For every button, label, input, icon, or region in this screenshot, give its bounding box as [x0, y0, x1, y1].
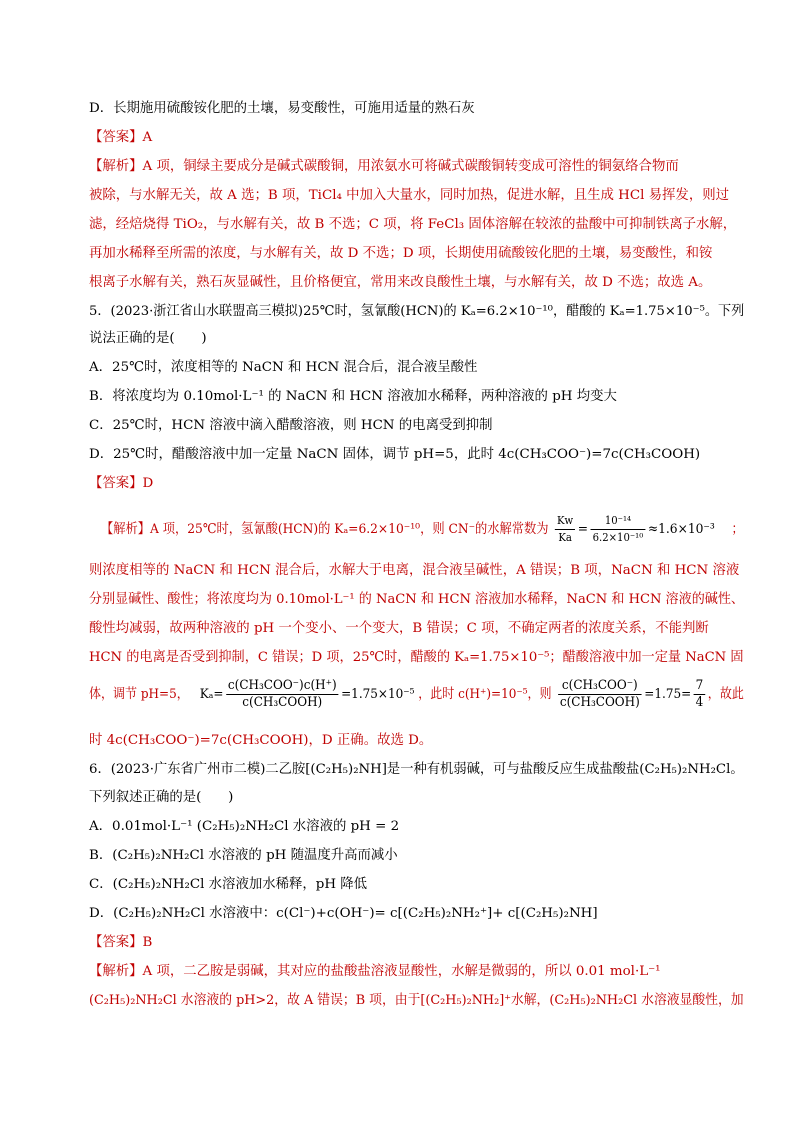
q6-option-a: A．0.01mol·L⁻¹ (C₂H₅)₂NH₂Cl 水溶液的 pH = 2: [89, 819, 400, 834]
kh-fraction: [555, 513, 575, 546]
explanation-text: ，此时 c(H⁺)=10⁻⁵，则: [418, 687, 552, 702]
ratio-fraction: [558, 678, 642, 711]
explanation-text: 【解析】A 项，25℃时，氢氰酸(HCN)的 Kₐ=6.2×10⁻¹⁰，则 CN⁻的水解常数为: [101, 522, 549, 537]
q5-option-d: D．25℃时，醋酸溶液中加一定量 NaCN 固体，调节 pH=5，此时 4c(CH₃COO⁻)=7c(CH₃COOH): [89, 447, 701, 462]
ka-denominator: c(CH₃COOH): [242, 695, 323, 710]
q5-answer: 【答案】D: [89, 476, 154, 491]
ratio-value: =1.75=: [644, 687, 692, 702]
q4-explanation-line: 被除，与水解无关，故 A 选；B 项，TiCl₄ 中加入大量水，同时加热，促进水解，且生成 HCl 易挥发，则过: [89, 188, 729, 203]
q6-option-c: C．(C₂H₅)₂NH₂Cl 水溶液加水稀释，pH 降低: [89, 877, 368, 892]
kh-numerator: 10⁻¹⁴: [591, 513, 645, 530]
fraction-denominator: 4: [695, 695, 704, 710]
kh-result: ≈1.6×10⁻³: [647, 522, 715, 537]
q6-explanation-line: (C₂H₅)₂NH₂Cl 水溶液的 pH>2，故 A 错误；B 项，由于[(C₂H₅)₂NH₂]⁺水解，(C₂H₅)₂NH₂Cl 水溶液显酸性，加: [89, 993, 744, 1008]
q4-explanation-line: 【解析】A 项，铜绿主要成分是碱式碳酸铜，用浓氨水可将碱式碳酸铜转变成可溶性的铜氨络合物而: [89, 159, 679, 174]
q5-explanation-line: 酸性均减弱，故两种溶液的 pH 一个变小、一个变大，B 错误；C 项，不确定两者的浓度关系，不能判断: [89, 621, 709, 636]
q4-explanation-line: 根离子水解有关，熟石灰显碱性，且价格便宜，常用来改良酸性土壤，与水解有关，故 D 不选；故选 A。: [89, 275, 712, 290]
ka-symbol: Ka: [558, 531, 572, 544]
q6-option-d: D．(C₂H₅)₂NH₂Cl 水溶液中：c(Cl⁻)+c(OH⁻)= c[(C₂H₅)₂NH₂⁺]+ c[(C₂H₅)₂NH]: [89, 906, 598, 921]
q5-option-a: A．25℃时，浓度相等的 NaCN 和 HCN 混合后，混合液呈酸性: [89, 360, 478, 375]
punctuation: ；: [731, 522, 744, 537]
ka-value: =1.75×10⁻⁵: [341, 687, 415, 702]
q6-stem: 6．(2023·广东省广州市二模)二乙胺[(C₂H₅)₂NH]是一种有机弱碱，可与盐酸反应生成盐酸盐(C₂H₅)₂NH₂Cl。: [89, 762, 744, 777]
kh-value-fraction: [591, 513, 645, 546]
kw-symbol: Kw: [555, 513, 575, 530]
seven-fourths-fraction: [694, 678, 705, 711]
q5-stem: 说法正确的是( ): [89, 331, 207, 346]
q5-option-b: B．将浓度均为 0.10mol·L⁻¹ 的 NaCN 和 HCN 溶液加水稀释，两种溶液的 pH 均变大: [89, 389, 617, 404]
q6-answer: 【答案】B: [89, 935, 153, 950]
q5-explanation-line: 分别显碱性、酸性；将浓度均为 0.10mol·L⁻¹ 的 NaCN 和 HCN 溶液加水稀释，NaCN 和 HCN 溶液的碱性、: [89, 592, 744, 607]
q6-option-b: B．(C₂H₅)₂NH₂Cl 水溶液的 pH 随温度升高而减小: [89, 848, 398, 863]
q5-option-c: C．25℃时，HCN 溶液中滴入醋酸溶液，则 HCN 的电离受到抑制: [89, 418, 493, 433]
ka-label: Kₐ=: [199, 687, 224, 702]
q4-explanation-line: 再加水稀释至所需的浓度，与水解有关，故 D 不选；D 项，长期使用硫酸铵化肥的土壤，易变酸性，和铵: [89, 246, 713, 261]
ratio-numerator: c(CH₃COO⁻): [558, 678, 642, 695]
q4-explanation-line: 滤，经焙烧得 TiO₂，与水解有关，故 B 不选；C 项，将 FeCl₃ 固体溶解在较浓的盐酸中可抑制铁离子水解，: [89, 217, 737, 232]
q6-stem: 下列叙述正确的是( ): [89, 790, 234, 805]
q5-explanation-line: 则浓度相等的 NaCN 和 HCN 混合后，水解大于电离，混合液呈碱性，A 错误；B 项，NaCN 和 HCN 溶液: [89, 563, 740, 578]
q4-option-d: D．长期施用硫酸铵化肥的土壤，易变酸性，可施用适量的熟石灰: [89, 101, 475, 116]
ratio-denominator: c(CH₃COOH): [559, 695, 640, 710]
q6-explanation-line: 【解析】A 项，二乙胺是弱碱，其对应的盐酸盐溶液显酸性，水解是微弱的，所以 0.01 mol·L⁻¹: [89, 964, 661, 979]
q5-explanation-line: HCN 的电离是否受到抑制，C 错误；D 项，25℃时，醋酸的 Kₐ=1.75×10⁻⁵；醋酸溶液中加一定量 NaCN 固: [89, 650, 744, 665]
q4-answer: 【答案】A: [89, 130, 153, 145]
q5-explanation-line: 【解析】A 项，25℃时，氢氰酸(HCN)的 Kₐ=6.2×10⁻¹⁰，则 CN⁻的水解常数为 $\frac{Kw}{Ka}$ = $\frac{\text{10⁻¹⁴}}{\text{6.2×10⁻¹⁰}}$ ≈1.6×10⁻³ ；: [101, 514, 744, 544]
explanation-text: ，故此: [707, 687, 744, 702]
q5-explanation-line: [89, 678, 744, 711]
q5-explanation-line: 时 4c(CH₃COO⁻)=7c(CH₃COOH)，D 正确。故选 D。: [89, 733, 433, 748]
kh-denominator: 6.2×10⁻¹⁰: [592, 531, 644, 544]
ka-fraction: [226, 678, 338, 711]
explanation-text: 体，调节 pH=5，: [89, 687, 189, 702]
ka-numerator: c(CH₃COO⁻)c(H⁺): [227, 678, 337, 693]
q5-stem: 5．(2023·浙江省山水联盟高三模拟)25℃时，氢氰酸(HCN)的 Kₐ=6.2×10⁻¹⁰，醋酸的 Kₐ=1.75×10⁻⁵。下列: [89, 304, 745, 319]
fraction-numerator: 7: [695, 678, 704, 693]
